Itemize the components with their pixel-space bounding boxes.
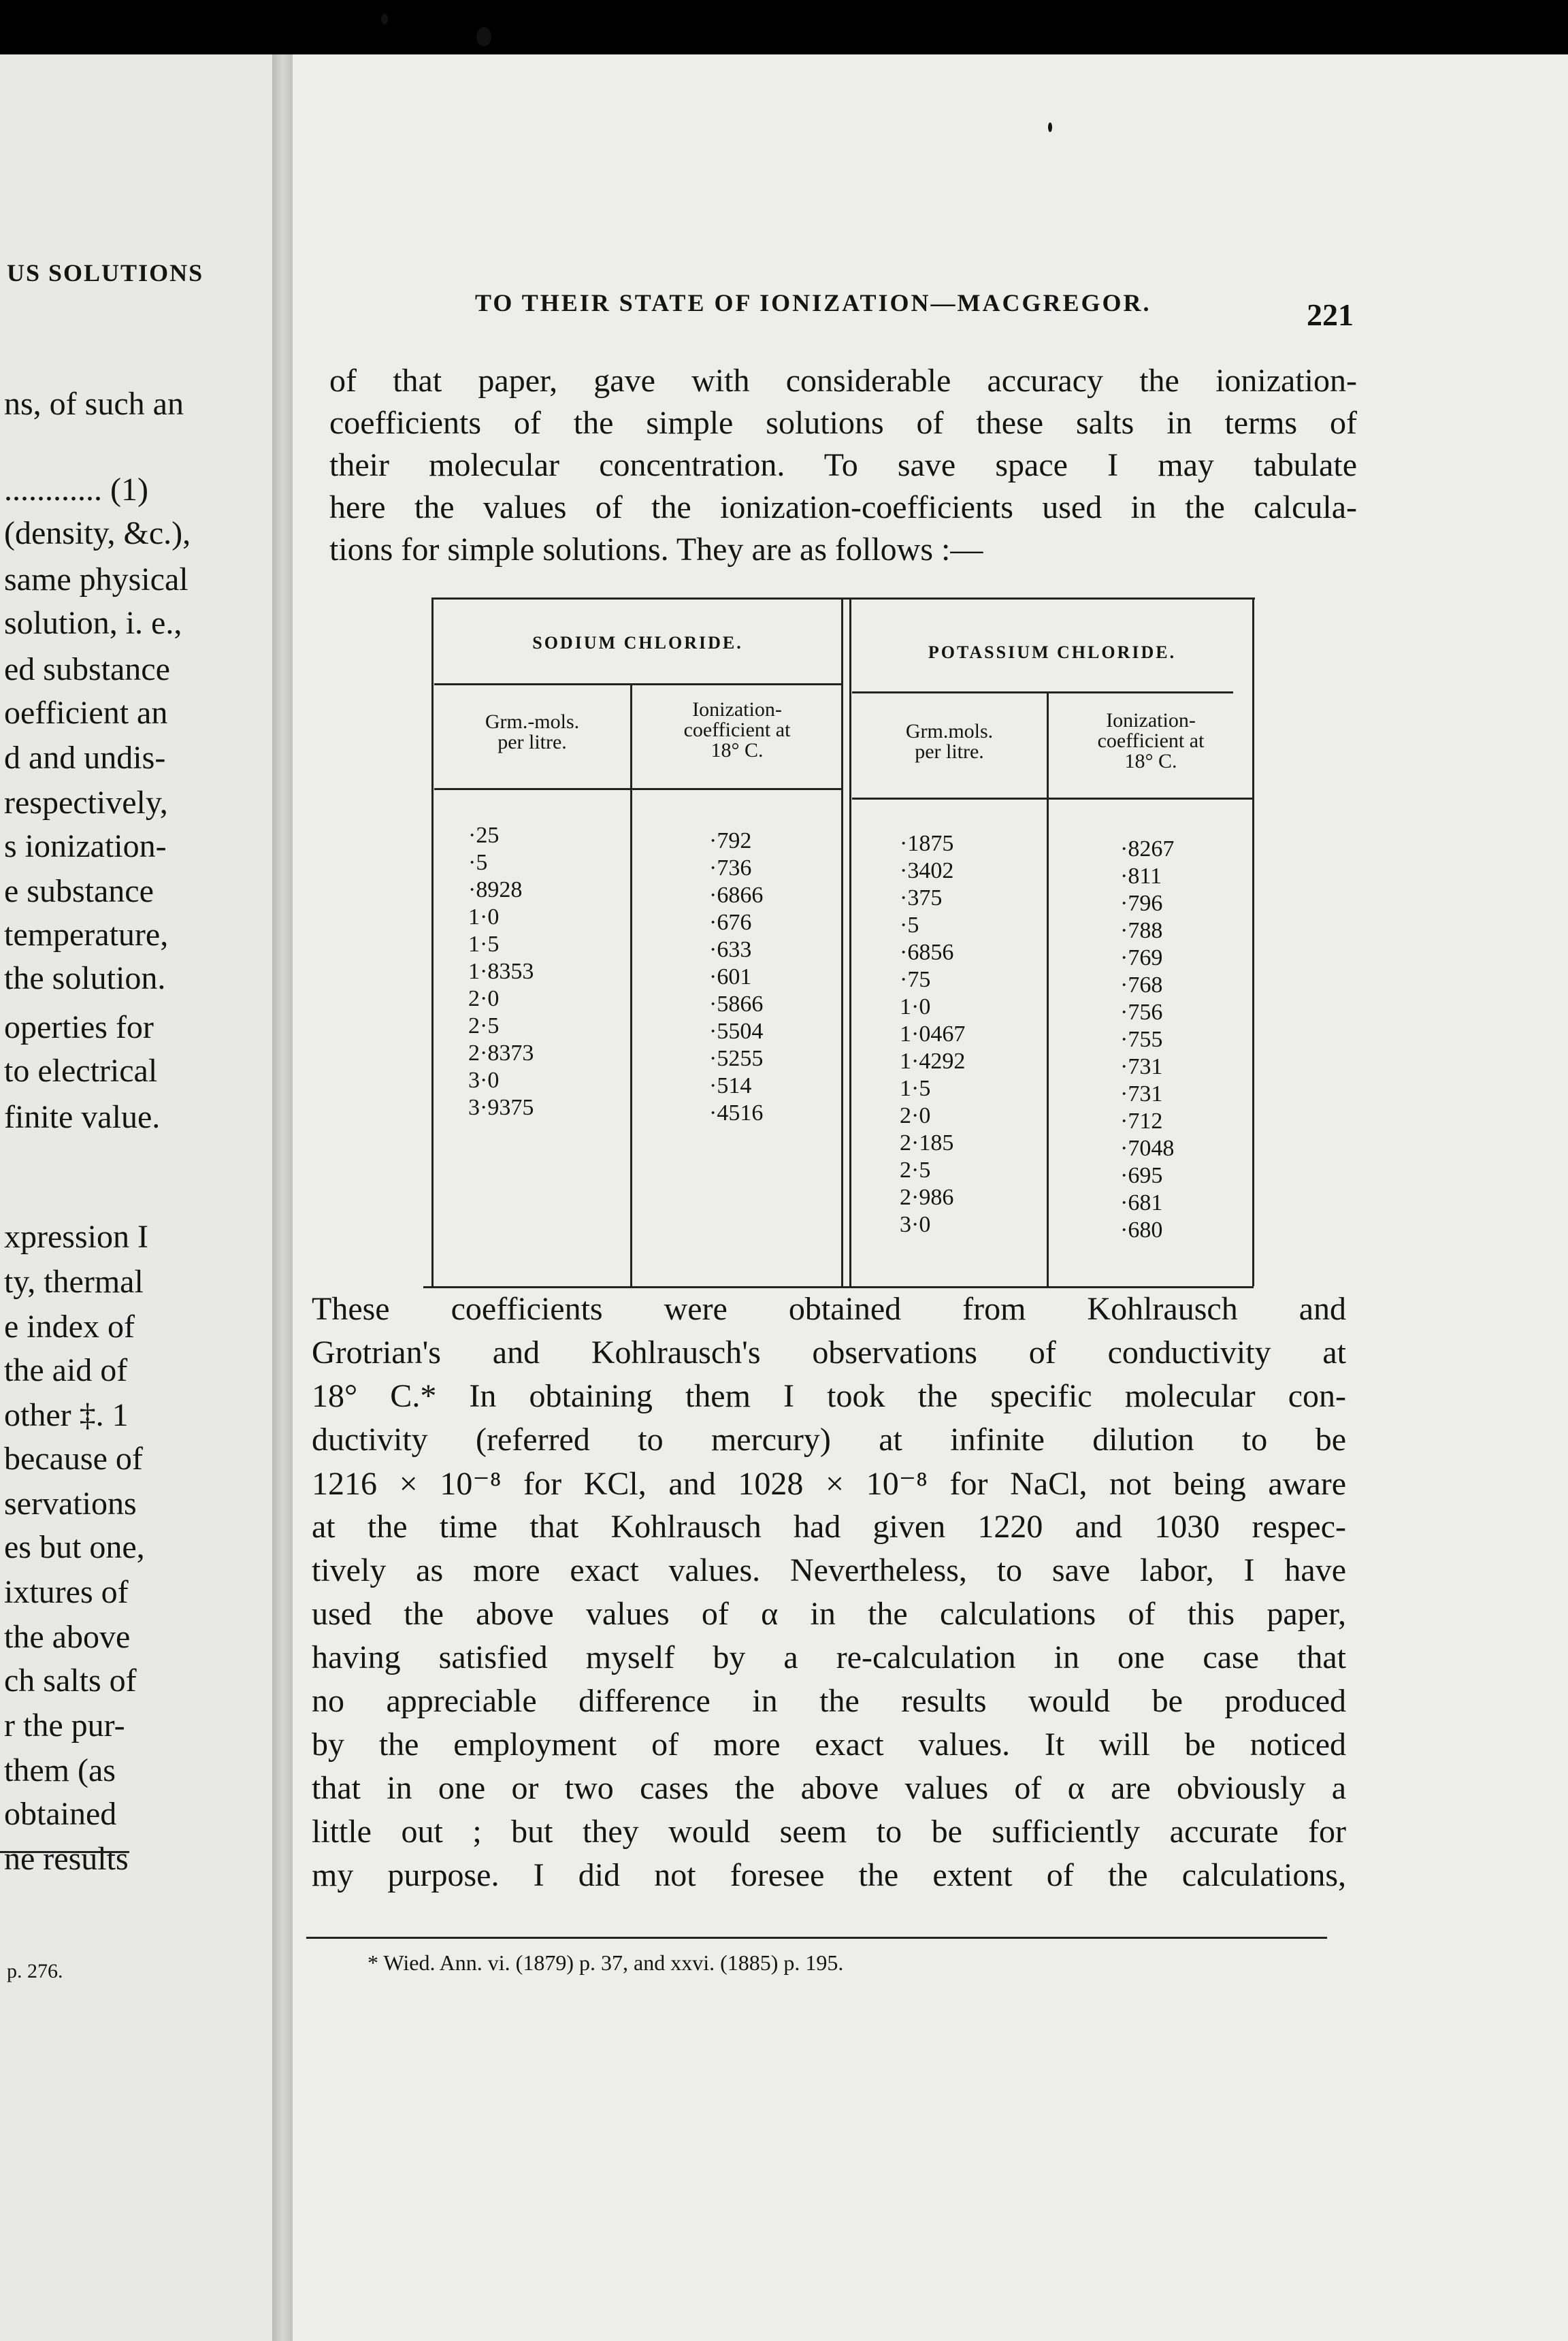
table-left-rule <box>431 597 434 1286</box>
table-cell: 1·8353 <box>468 959 534 984</box>
sodium-coefficient-column <box>709 828 763 1127</box>
table-cell: 2·5 <box>900 1158 931 1183</box>
text-line: tively as more exact values. Nevertheless, to save labor, I have <box>312 1552 1346 1588</box>
left-page <box>0 54 272 2341</box>
table-cell: ·680 <box>1120 1217 1163 1243</box>
table-cell: ·5 <box>468 850 488 875</box>
left-running-head: US SOLUTIONS <box>7 259 204 287</box>
table-cell: ·1875 <box>900 831 954 856</box>
potassium-column-rule <box>1047 691 1049 1286</box>
footnote-rule <box>306 1937 1327 1939</box>
left-text-line: servations <box>4 1486 137 1522</box>
potassium-chloride-title: POTASSIUM CHLORIDE. <box>928 642 1177 662</box>
sodium-concentration-column <box>468 822 534 1122</box>
table-cell: ·8267 <box>1120 836 1175 862</box>
table-right-rule <box>1252 597 1254 1286</box>
table-cell: ·811 <box>1120 864 1162 889</box>
table-cell: 3·0 <box>468 1068 500 1093</box>
table-cell: ·756 <box>1120 1000 1163 1025</box>
text-line: no appreciable difference in the results would be produced <box>312 1683 1346 1719</box>
table-cell: 2·0 <box>900 1103 931 1128</box>
left-text-line: finite value. <box>4 1099 161 1135</box>
potassium-coefficient-column <box>1120 836 1174 1244</box>
table-cell: ·7048 <box>1120 1136 1175 1161</box>
table-cell: ·5 <box>900 913 919 938</box>
table-cell: ·375 <box>900 885 943 911</box>
table-cell: ·5504 <box>709 1019 764 1044</box>
scan-speck <box>1048 122 1052 132</box>
potassium-coefficient-header: Ionization- coefficient at 18° C. <box>1097 709 1205 772</box>
table-cell: ·755 <box>1120 1027 1163 1052</box>
sodium-group-rule <box>434 683 841 685</box>
left-text-line: solution, i. e., <box>4 605 182 641</box>
text-line: their molecular concentration. To save space I may tabulate <box>329 447 1357 483</box>
left-text-line: ty, thermal <box>4 1264 144 1300</box>
table-center-rule-b <box>849 597 851 1286</box>
sodium-column-rule <box>630 683 632 1286</box>
scan-speck <box>381 14 388 24</box>
table-cell: ·633 <box>709 937 752 962</box>
left-text-line: temperature, <box>4 917 169 953</box>
scan-speck <box>476 27 491 46</box>
sodium-header-rule <box>434 788 841 790</box>
text-line: tions for simple solutions. They are as follows :— <box>329 531 983 568</box>
table-cell: 1·0 <box>468 904 500 930</box>
left-text-line: obtained <box>4 1796 117 1832</box>
left-text-line: ixtures of <box>4 1574 129 1610</box>
left-text-line: other ‡. 1 <box>4 1397 129 1433</box>
page-number: 221 <box>1307 297 1354 332</box>
table-cell: ·6866 <box>709 883 764 908</box>
text-line: at the time that Kohlrausch had given 1220 and 1030 respec- <box>312 1509 1346 1545</box>
left-text-line: because of <box>4 1441 143 1477</box>
sodium-coefficient-header: Ionization- coefficient at 18° C. <box>683 698 791 762</box>
table-cell: 2·0 <box>468 986 500 1011</box>
table-cell: 2·986 <box>900 1185 954 1210</box>
left-footnote: p. 276. <box>7 1960 63 1982</box>
table-cell: ·514 <box>709 1073 752 1098</box>
table-cell: ·5255 <box>709 1046 764 1071</box>
table-top-rule <box>431 597 1255 600</box>
table-cell: ·681 <box>1120 1190 1163 1215</box>
table-cell: ·731 <box>1120 1054 1163 1079</box>
left-text-line: ed substance <box>4 651 170 687</box>
table-bottom-rule <box>423 1286 1254 1288</box>
left-text-line: e index of <box>4 1309 135 1345</box>
table-cell: 1·0467 <box>900 1021 966 1047</box>
left-text-line: s ionization- <box>4 828 167 864</box>
potassium-concentration-column <box>900 830 965 1239</box>
text-line: of that paper, gave with considerable accuracy the ionization- <box>329 363 1357 399</box>
left-text-line: respectively, <box>4 785 168 821</box>
sodium-concentration-header: Grm.-mols. per litre. <box>485 710 580 753</box>
table-cell: ·3402 <box>900 858 954 883</box>
text-line: that in one or two cases the above values of α are obviously a <box>312 1770 1346 1806</box>
text-line: These coefficients were obtained from Kohlrausch and <box>312 1291 1346 1327</box>
table-cell: ·788 <box>1120 918 1163 943</box>
table-cell: ·5866 <box>709 992 764 1017</box>
text-line: Grotrian's and Kohlrausch's observations of conductivity at <box>312 1335 1346 1371</box>
table-cell: 3·0 <box>900 1212 931 1237</box>
text-line: 1216 × 10⁻⁸ for KCl, and 1028 × 10⁻⁸ for NaCl, not being aware <box>312 1466 1346 1502</box>
table-cell: 1·5 <box>468 932 500 957</box>
text-line: 18° C.* In obtaining them I took the specific molecular con- <box>312 1378 1346 1414</box>
table-cell: 1·4292 <box>900 1049 966 1074</box>
left-text-line: ns, of such an <box>4 386 184 422</box>
table-cell: 2·185 <box>900 1130 954 1156</box>
left-text-line: the solution. <box>4 960 166 996</box>
text-line: coefficients of the simple solutions of these salts in terms of <box>329 405 1357 441</box>
table-cell: 3·9375 <box>468 1095 534 1120</box>
table-cell: ·712 <box>1120 1109 1163 1134</box>
table-cell: 2·8373 <box>468 1041 534 1066</box>
left-text-line: them (as <box>4 1752 116 1788</box>
left-text-line: d and undis- <box>4 740 166 776</box>
ionization-table <box>423 588 1262 1296</box>
left-text-line: ............ (1) <box>4 472 148 508</box>
left-text-line: ne results <box>4 1841 129 1877</box>
table-cell: ·6856 <box>900 940 954 965</box>
text-line: ductivity (referred to mercury) at infinite dilution to be <box>312 1422 1346 1458</box>
left-text-line: oefficient an <box>4 695 168 731</box>
table-center-rule-a <box>841 597 843 1286</box>
table-cell: ·768 <box>1120 972 1163 998</box>
left-text-line: e substance <box>4 873 154 909</box>
table-cell: ·796 <box>1120 891 1163 916</box>
table-cell: ·792 <box>709 828 752 853</box>
table-cell: ·4516 <box>709 1100 764 1126</box>
table-cell: ·8928 <box>468 877 523 902</box>
text-line: my purpose. I did not foresee the extent of the calculations, <box>312 1857 1346 1893</box>
table-cell: ·676 <box>709 910 752 935</box>
text-line: having satisfied myself by a re-calculation in one case that <box>312 1639 1346 1675</box>
table-cell: ·731 <box>1120 1081 1163 1107</box>
left-text-line: xpression I <box>4 1219 148 1255</box>
left-text-line: ch salts of <box>4 1663 137 1699</box>
table-cell: 1·0 <box>900 994 931 1019</box>
left-footnote-rule <box>0 1851 129 1853</box>
table-cell: ·601 <box>709 964 752 989</box>
running-head: TO THEIR STATE OF IONIZATION—MACGREGOR. <box>475 289 1152 316</box>
table-cell: ·695 <box>1120 1163 1163 1188</box>
text-line: by the employment of more exact values. It will be noticed <box>312 1726 1346 1763</box>
table-cell: ·736 <box>709 855 752 881</box>
left-text-line: es but one, <box>4 1529 145 1565</box>
left-text-line: the aid of <box>4 1352 128 1388</box>
left-text-line: operties for <box>4 1009 154 1045</box>
text-line: here the values of the ionization-coefficients used in the calcula- <box>329 489 1357 525</box>
text-line: used the above values of α in the calculations of this paper, <box>312 1596 1346 1632</box>
table-cell: ·25 <box>468 823 500 848</box>
table-cell: 2·5 <box>468 1013 500 1038</box>
footnote: * Wied. Ann. vi. (1879) p. 37, and xxvi. (1885) p. 195. <box>368 1950 844 1975</box>
potassium-concentration-header: Grm.mols. per litre. <box>905 720 994 763</box>
left-text-line: the above <box>4 1619 131 1655</box>
table-cell: 1·5 <box>900 1076 931 1101</box>
potassium-group-rule <box>852 691 1233 693</box>
potassium-header-rule <box>852 798 1252 800</box>
table-cell: ·75 <box>900 967 931 992</box>
table-cell: ·769 <box>1120 945 1163 970</box>
left-text-line: (density, &c.), <box>4 515 191 551</box>
left-text-line: same physical <box>4 561 189 597</box>
sodium-chloride-title: SODIUM CHLORIDE. <box>532 633 743 653</box>
left-text-line: to electrical <box>4 1053 158 1089</box>
left-text-line: r the pur- <box>4 1707 125 1744</box>
text-line: little out ; but they would seem to be sufficiently accurate for <box>312 1814 1346 1850</box>
book-gutter <box>272 54 293 2341</box>
